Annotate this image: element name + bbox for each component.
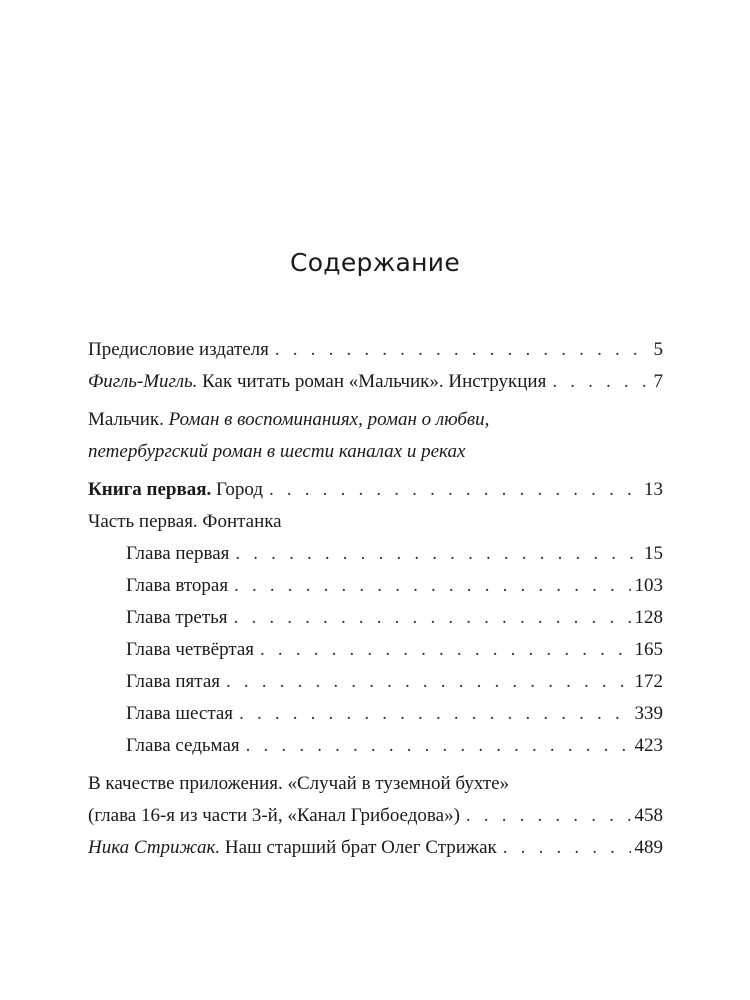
toc-entry-afterword[interactable]: [88, 836, 663, 868]
toc-entry-label: Глава третья: [126, 607, 228, 628]
toc-page-number: 172: [634, 671, 663, 692]
dot-leader: [235, 542, 640, 566]
toc-page-number: 128: [634, 607, 663, 628]
dot-leader: [239, 702, 630, 726]
toc-entry-appendix[interactable]: [88, 772, 663, 836]
dot-leader: [466, 804, 631, 828]
dot-leader: [234, 606, 631, 630]
toc-entry-label: Глава четвёртая: [126, 639, 255, 660]
appendix-line-1: В качестве приложения. «Случай в туземной бухте»: [88, 773, 510, 794]
toc-entry-chapter[interactable]: [88, 670, 663, 702]
toc-page-number: 15: [644, 543, 663, 564]
toc-entry-label: Предисловие издателя: [88, 339, 269, 360]
dot-leader: [226, 670, 631, 694]
toc-page-number: 458: [634, 805, 663, 826]
toc-page-number: 423: [634, 735, 663, 756]
dot-leader: [269, 478, 640, 502]
toc-entry-label: Глава первая: [126, 543, 230, 564]
dot-leader: [260, 638, 630, 662]
toc-entry-part-one[interactable]: [88, 510, 663, 542]
toc-entry-foreword[interactable]: [88, 338, 663, 370]
toc-entry-author: Фигль-Мигль.: [88, 371, 198, 392]
toc-page-number: 5: [653, 339, 663, 360]
appendix-line-2: (глава 16-я из части 3-й, «Канал Грибоедова»): [88, 805, 460, 826]
toc-entry-chapter[interactable]: [88, 702, 663, 734]
toc-page-number: 13: [644, 479, 663, 500]
dot-leader: [275, 338, 649, 362]
novel-title: Мальчик.: [88, 409, 164, 430]
toc-entry-author: Ника Стрижак.: [88, 837, 221, 858]
toc-entry-label: Глава шестая: [126, 703, 234, 724]
toc-entry-label: Глава пятая: [126, 671, 220, 692]
novel-subtitle-line-1: Роман в воспоминаниях, роман о любви,: [168, 409, 490, 430]
novel-subtitle-line-2: петербургский роман в шести каналах и реках: [88, 441, 466, 462]
toc-entry-chapter[interactable]: [88, 542, 663, 574]
toc-entry-label: Наш старший брат Олег Стрижак: [224, 837, 497, 858]
book-label: Книга первая.: [88, 479, 212, 500]
toc-entry-instructions[interactable]: [88, 370, 663, 402]
toc-entry-chapter[interactable]: [88, 638, 663, 670]
dot-leader: [503, 836, 631, 860]
toc-entry-label: Город: [216, 479, 263, 500]
toc-entry-chapter[interactable]: [88, 574, 663, 606]
toc-entry-label: Глава седьмая: [126, 735, 240, 756]
page-title: Содержание: [289, 248, 461, 277]
dot-leader: [234, 574, 630, 598]
toc-entry-label: Глава вторая: [126, 575, 229, 596]
toc-page-number: 103: [634, 575, 663, 596]
toc-entry-book-one[interactable]: [88, 478, 663, 510]
toc-entry-chapter[interactable]: [88, 606, 663, 638]
toc-entry-chapter[interactable]: [88, 734, 663, 766]
toc-entry-label: Часть первая. Фонтанка: [88, 511, 282, 532]
dot-leader: [246, 734, 631, 758]
toc-entry-novel-title: [88, 408, 663, 472]
toc-entry-label: Как читать роман «Мальчик». Инструкция: [202, 371, 547, 392]
table-of-contents: [88, 338, 663, 868]
toc-page-number: 7: [653, 371, 663, 392]
toc-page-number: 165: [634, 639, 663, 660]
dot-leader: [552, 370, 649, 394]
toc-page-number: 489: [634, 837, 663, 858]
toc-page-number: 339: [634, 703, 663, 724]
